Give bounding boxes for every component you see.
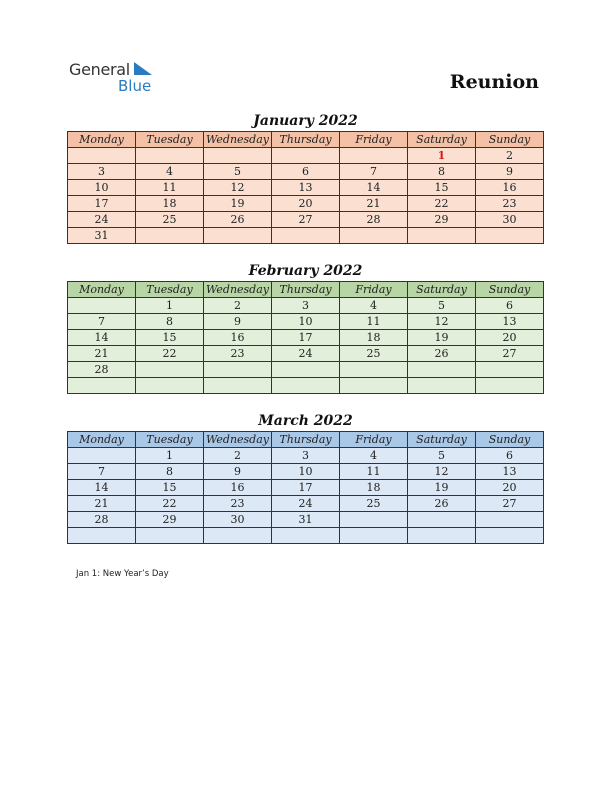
day-cell bbox=[272, 378, 340, 394]
day-cell: 15 bbox=[136, 330, 204, 346]
day-cell: 28 bbox=[68, 512, 136, 528]
weekday-header: Monday bbox=[68, 132, 136, 148]
day-cell: 16 bbox=[476, 180, 544, 196]
day-cell: 1 bbox=[136, 448, 204, 464]
day-cell bbox=[68, 448, 136, 464]
calendar-table bbox=[67, 281, 544, 394]
week-row bbox=[68, 180, 544, 196]
day-cell: 25 bbox=[136, 212, 204, 228]
day-cell bbox=[272, 362, 340, 378]
day-cell: 19 bbox=[204, 196, 272, 212]
day-cell: 18 bbox=[340, 330, 408, 346]
day-cell bbox=[136, 362, 204, 378]
weekday-header: Monday bbox=[68, 432, 136, 448]
weekday-header: Sunday bbox=[476, 432, 544, 448]
day-cell bbox=[476, 228, 544, 244]
day-cell: 13 bbox=[476, 314, 544, 330]
day-cell: 8 bbox=[136, 314, 204, 330]
day-cell bbox=[476, 512, 544, 528]
day-cell: 5 bbox=[408, 448, 476, 464]
weekday-header: Wednesday bbox=[204, 132, 272, 148]
weekday-header: Monday bbox=[68, 282, 136, 298]
day-cell: 20 bbox=[272, 196, 340, 212]
day-cell bbox=[136, 148, 204, 164]
calendar-table bbox=[67, 431, 544, 544]
weekday-header-row bbox=[68, 282, 544, 298]
day-cell bbox=[340, 228, 408, 244]
month-march bbox=[67, 411, 544, 544]
day-cell bbox=[340, 512, 408, 528]
day-cell: 8 bbox=[408, 164, 476, 180]
day-cell: 26 bbox=[408, 496, 476, 512]
day-cell: 23 bbox=[204, 496, 272, 512]
day-cell: 27 bbox=[476, 496, 544, 512]
day-cell: 30 bbox=[476, 212, 544, 228]
day-cell: 24 bbox=[272, 346, 340, 362]
day-cell: 7 bbox=[68, 464, 136, 480]
week-row bbox=[68, 298, 544, 314]
day-cell bbox=[204, 228, 272, 244]
day-cell: 31 bbox=[272, 512, 340, 528]
day-cell: 7 bbox=[68, 314, 136, 330]
week-row bbox=[68, 314, 544, 330]
week-row bbox=[68, 346, 544, 362]
day-cell bbox=[408, 512, 476, 528]
day-cell: 9 bbox=[476, 164, 544, 180]
day-cell bbox=[476, 378, 544, 394]
month-title: February 2022 bbox=[248, 263, 363, 279]
week-row bbox=[68, 512, 544, 528]
day-cell: 12 bbox=[408, 314, 476, 330]
month-january bbox=[67, 111, 544, 244]
day-cell: 23 bbox=[204, 346, 272, 362]
weekday-header: Tuesday bbox=[136, 282, 204, 298]
weekday-header: Thursday bbox=[272, 132, 340, 148]
day-cell bbox=[272, 528, 340, 544]
day-cell: 9 bbox=[204, 314, 272, 330]
week-row bbox=[68, 212, 544, 228]
day-cell: 18 bbox=[340, 480, 408, 496]
day-cell: 9 bbox=[204, 464, 272, 480]
day-cell: 15 bbox=[408, 180, 476, 196]
weekday-header: Thursday bbox=[272, 282, 340, 298]
day-cell bbox=[340, 148, 408, 164]
day-cell: 17 bbox=[68, 196, 136, 212]
day-cell bbox=[340, 528, 408, 544]
weekday-header-row bbox=[68, 432, 544, 448]
day-cell: 12 bbox=[408, 464, 476, 480]
day-cell: 28 bbox=[68, 362, 136, 378]
day-cell: 28 bbox=[340, 212, 408, 228]
day-cell: 1 bbox=[136, 298, 204, 314]
day-cell: 11 bbox=[340, 464, 408, 480]
week-row bbox=[68, 528, 544, 544]
day-cell: 5 bbox=[408, 298, 476, 314]
weekday-header: Tuesday bbox=[136, 132, 204, 148]
day-cell: 27 bbox=[476, 346, 544, 362]
day-cell: 17 bbox=[272, 330, 340, 346]
day-cell: 4 bbox=[340, 298, 408, 314]
day-cell: 8 bbox=[136, 464, 204, 480]
day-cell bbox=[204, 362, 272, 378]
day-cell: 14 bbox=[68, 480, 136, 496]
day-cell: 17 bbox=[272, 480, 340, 496]
day-cell: 1 bbox=[408, 148, 476, 164]
day-cell bbox=[476, 362, 544, 378]
day-cell bbox=[272, 148, 340, 164]
holiday-notes: Jan 1: New Year’s Day bbox=[76, 569, 169, 579]
day-cell: 29 bbox=[408, 212, 476, 228]
day-cell: 10 bbox=[272, 464, 340, 480]
day-cell: 20 bbox=[476, 480, 544, 496]
weekday-header: Sunday bbox=[476, 282, 544, 298]
logo-blue-text: Blue bbox=[118, 77, 152, 95]
day-cell bbox=[68, 378, 136, 394]
day-cell: 25 bbox=[340, 346, 408, 362]
weekday-header: Thursday bbox=[272, 432, 340, 448]
day-cell: 20 bbox=[476, 330, 544, 346]
day-cell: 10 bbox=[272, 314, 340, 330]
day-cell bbox=[68, 298, 136, 314]
day-cell: 16 bbox=[204, 330, 272, 346]
day-cell: 16 bbox=[204, 480, 272, 496]
day-cell bbox=[340, 362, 408, 378]
day-cell: 21 bbox=[340, 196, 408, 212]
month-title: January 2022 bbox=[253, 113, 358, 129]
day-cell: 11 bbox=[136, 180, 204, 196]
day-cell: 10 bbox=[68, 180, 136, 196]
day-cell bbox=[408, 228, 476, 244]
month-title: March 2022 bbox=[258, 413, 353, 429]
weekday-header: Sunday bbox=[476, 132, 544, 148]
logo-triangle-icon bbox=[134, 62, 152, 76]
day-cell: 3 bbox=[272, 448, 340, 464]
day-cell: 27 bbox=[272, 212, 340, 228]
weekday-header-row bbox=[68, 132, 544, 148]
logo bbox=[69, 60, 169, 96]
week-row bbox=[68, 378, 544, 394]
day-cell bbox=[340, 378, 408, 394]
weekday-header: Wednesday bbox=[204, 432, 272, 448]
day-cell: 26 bbox=[408, 346, 476, 362]
day-cell: 11 bbox=[340, 314, 408, 330]
week-row bbox=[68, 496, 544, 512]
day-cell: 15 bbox=[136, 480, 204, 496]
day-cell: 12 bbox=[204, 180, 272, 196]
day-cell: 25 bbox=[340, 496, 408, 512]
day-cell: 7 bbox=[340, 164, 408, 180]
weekday-header: Wednesday bbox=[204, 282, 272, 298]
day-cell: 22 bbox=[136, 346, 204, 362]
day-cell: 6 bbox=[476, 298, 544, 314]
day-cell: 21 bbox=[68, 346, 136, 362]
day-cell: 22 bbox=[136, 496, 204, 512]
day-cell: 21 bbox=[68, 496, 136, 512]
day-cell bbox=[408, 378, 476, 394]
day-cell: 24 bbox=[68, 212, 136, 228]
week-row bbox=[68, 448, 544, 464]
day-cell bbox=[68, 528, 136, 544]
week-row bbox=[68, 164, 544, 180]
day-cell: 29 bbox=[136, 512, 204, 528]
day-cell bbox=[476, 528, 544, 544]
logo-general-text: General bbox=[69, 60, 130, 79]
week-row bbox=[68, 196, 544, 212]
weekday-header: Friday bbox=[340, 132, 408, 148]
day-cell: 19 bbox=[408, 480, 476, 496]
weekday-header: Saturday bbox=[408, 132, 476, 148]
weekday-header: Friday bbox=[340, 432, 408, 448]
calendar-table bbox=[67, 131, 544, 244]
day-cell: 5 bbox=[204, 164, 272, 180]
day-cell: 31 bbox=[68, 228, 136, 244]
day-cell: 13 bbox=[272, 180, 340, 196]
day-cell: 6 bbox=[476, 448, 544, 464]
day-cell: 24 bbox=[272, 496, 340, 512]
day-cell: 14 bbox=[68, 330, 136, 346]
weekday-header: Friday bbox=[340, 282, 408, 298]
day-cell bbox=[408, 362, 476, 378]
week-row bbox=[68, 480, 544, 496]
day-cell: 3 bbox=[272, 298, 340, 314]
day-cell: 4 bbox=[136, 164, 204, 180]
weekday-header: Saturday bbox=[408, 432, 476, 448]
week-row bbox=[68, 330, 544, 346]
day-cell bbox=[68, 148, 136, 164]
weekday-header: Saturday bbox=[408, 282, 476, 298]
day-cell: 19 bbox=[408, 330, 476, 346]
day-cell: 3 bbox=[68, 164, 136, 180]
day-cell: 2 bbox=[476, 148, 544, 164]
day-cell: 6 bbox=[272, 164, 340, 180]
day-cell: 14 bbox=[340, 180, 408, 196]
day-cell bbox=[136, 378, 204, 394]
country-title: Reunion bbox=[449, 71, 539, 93]
day-cell: 4 bbox=[340, 448, 408, 464]
day-cell bbox=[136, 228, 204, 244]
week-row bbox=[68, 148, 544, 164]
day-cell: 2 bbox=[204, 448, 272, 464]
day-cell: 13 bbox=[476, 464, 544, 480]
week-row bbox=[68, 464, 544, 480]
day-cell: 30 bbox=[204, 512, 272, 528]
week-row bbox=[68, 362, 544, 378]
day-cell bbox=[136, 528, 204, 544]
day-cell: 2 bbox=[204, 298, 272, 314]
day-cell bbox=[204, 148, 272, 164]
week-row bbox=[68, 228, 544, 244]
day-cell: 23 bbox=[476, 196, 544, 212]
day-cell: 22 bbox=[408, 196, 476, 212]
day-cell: 26 bbox=[204, 212, 272, 228]
day-cell: 18 bbox=[136, 196, 204, 212]
month-february bbox=[67, 261, 544, 394]
day-cell bbox=[204, 378, 272, 394]
day-cell bbox=[272, 228, 340, 244]
weekday-header: Tuesday bbox=[136, 432, 204, 448]
day-cell bbox=[408, 528, 476, 544]
day-cell bbox=[204, 528, 272, 544]
